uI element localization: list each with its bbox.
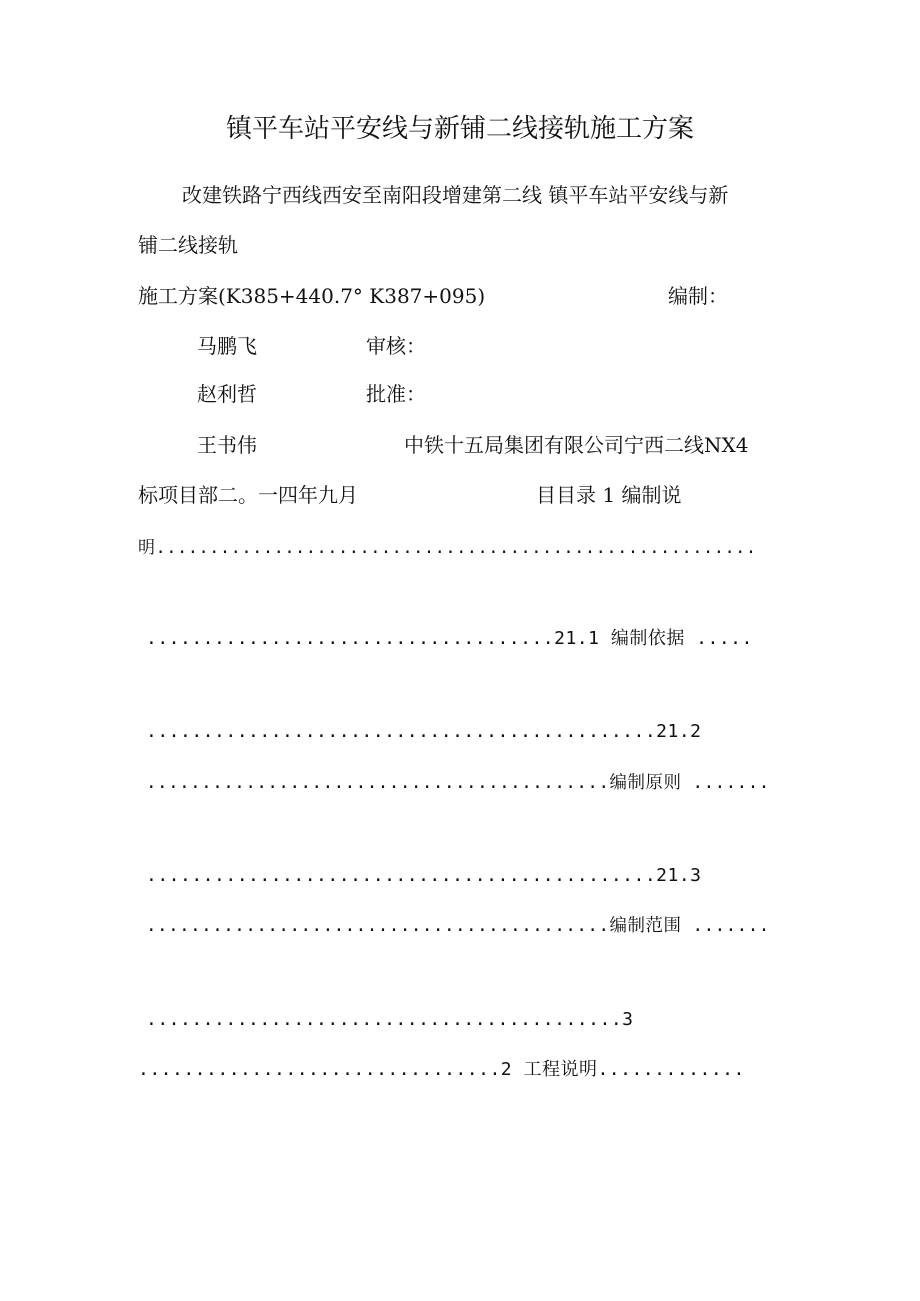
subtitle-line-2: 铺二线接轨: [138, 233, 238, 257]
compiled-label: 编制：: [668, 284, 728, 308]
organization-line-2: 标项目部二。一四年九月: [138, 483, 358, 507]
toc-line: ................................2 工程说明.............: [138, 1059, 745, 1080]
toc-heading: 目目录 1 编制说: [536, 483, 682, 507]
scheme-range: 施工方案(K385+440.7° K387+095): [138, 284, 486, 308]
review-label: 审核：: [366, 334, 426, 358]
approve-label: 批准：: [366, 382, 426, 406]
toc-line: .............................................21.3: [146, 865, 702, 886]
approver-name: 王书伟: [197, 433, 257, 457]
document-title: 镇平车站平安线与新铺二线接轨施工方案: [225, 114, 694, 144]
toc-line: ..........................................编制范围 .......: [146, 916, 770, 936]
toc-line: .............................................21.2: [146, 721, 702, 742]
compiler-name: 马鹏飞: [197, 334, 257, 358]
toc-line: ..........................................3: [146, 1009, 634, 1030]
toc-line: ..........................................编制原则 .......: [146, 773, 770, 793]
organization-line-1: 中铁十五局集团有限公司宁西二线NX4: [404, 433, 749, 457]
reviewer-name: 赵利哲: [197, 382, 257, 406]
subtitle-line-1: 改建铁路宁西线西安至南阳段增建第二线 镇平车站平安线与新: [182, 183, 729, 207]
toc-line: 明........................................................: [138, 538, 757, 558]
toc-line: ....................................21.1 编制依据 .....: [146, 628, 753, 649]
